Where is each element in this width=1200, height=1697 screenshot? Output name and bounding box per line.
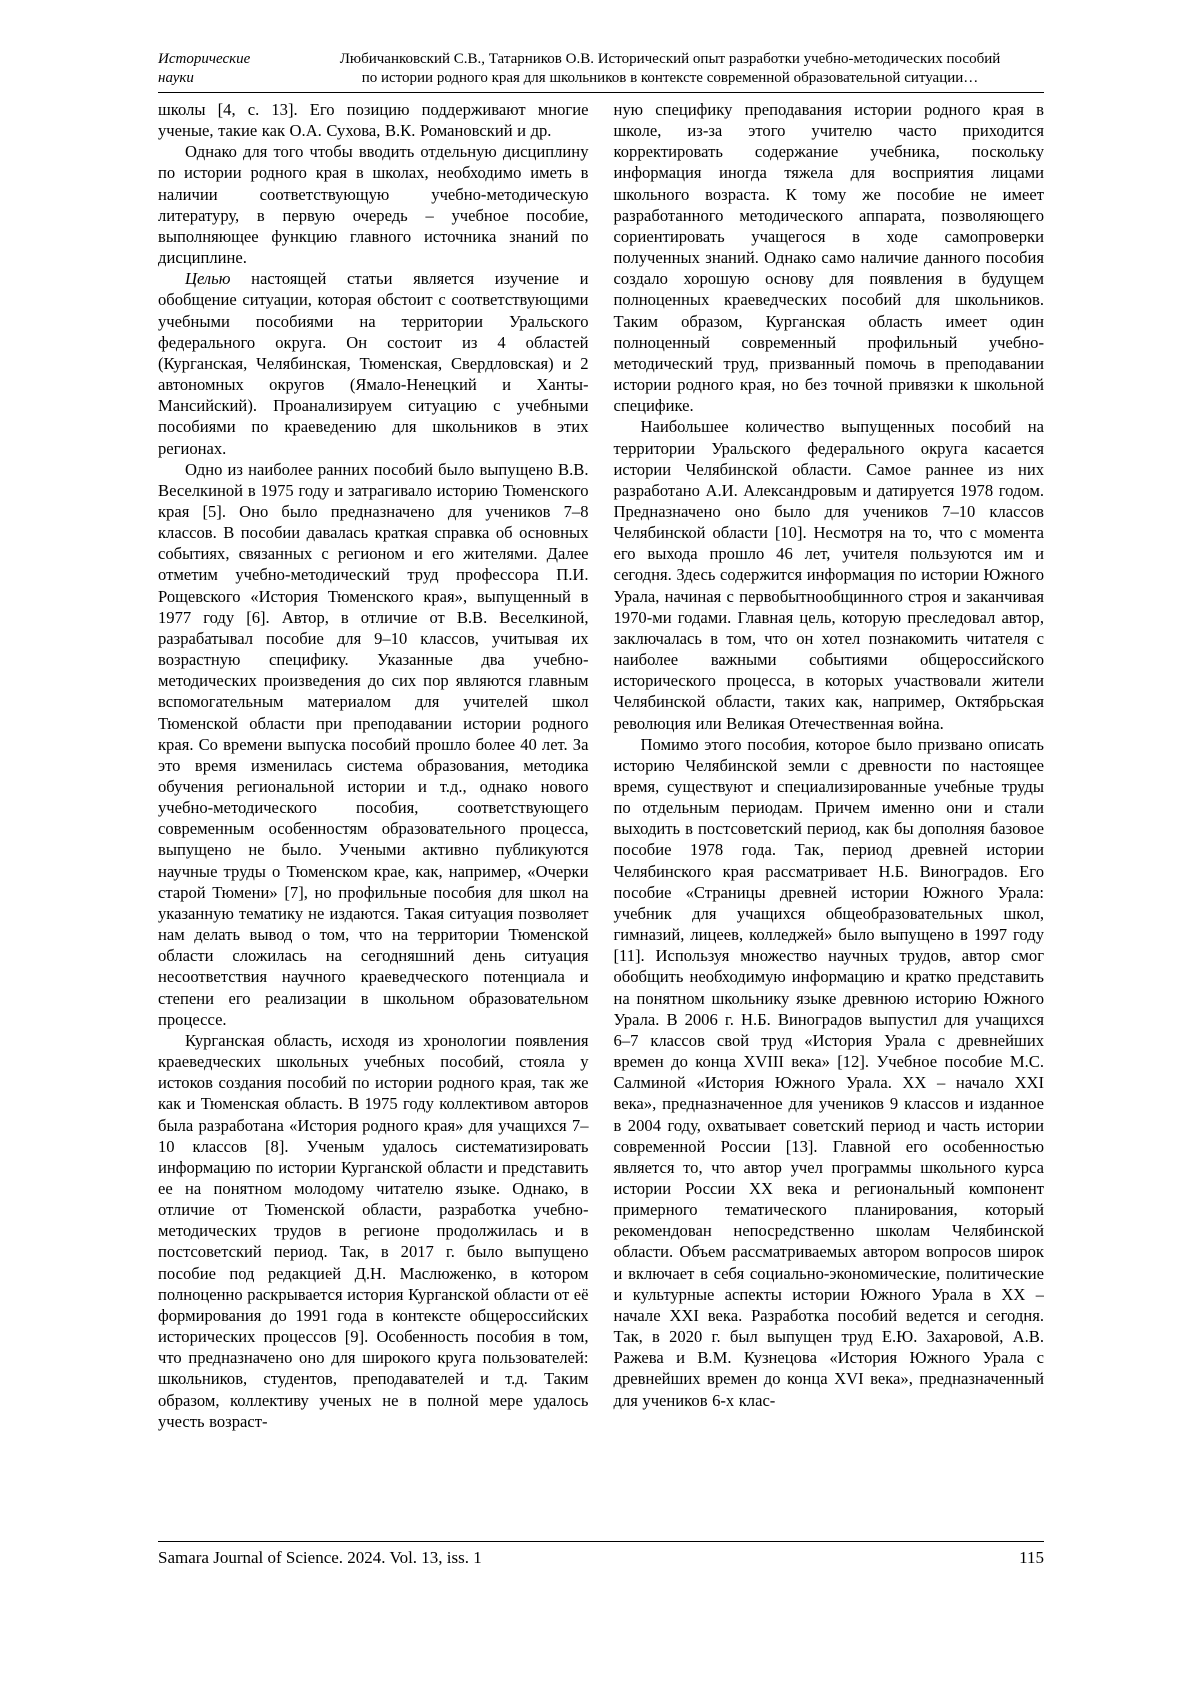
paragraph: Одно из наиболее ранних пособий было выпущено В.В. Веселкиной в 1975 году и затрагивало историю Тюменского края [5]. Оно было предназначено для учеников 7–8 классов. В пособии давалась краткая справка об основных событиях, связанных с регионом и его жителями. Далее отметим учебно-методический труд профессора П.И. Рощевского «История Тюменского края», выпущенный в 1977 году [6]. Автор, в отличие от В.В. Веселкиной, разрабатывал пособие для 9–10 классов, учитывая их возрастную специфику. Указанные два учебно-методических произведения до сих пор являются главным вспомогательным материалом для учителей школ Тюменской области при преподавании истории родного края. Со времени выпуска пособий прошло более 40 лет. За это время изменилась система образования, методика обучения региональной истории и т.д., однако нового учебно-методического пособия, соответствующего современным особенностям образовательного процесса, выпущено не было. Учеными активно публикуются научные труды о Тюменском крае, как, например, «Очерки старой Тюмени» [7], но профильные пособия для школ на указанную тематику не издаются. Такая ситуация позволяет нам делать вывод о том, что на территории Тюменской области сложилась на сегодняшний день ситуация несоответствия научного краеведческого потенциала и степени его реализации в школьном образовательном процессе. [158, 459, 589, 1029]
header-rule [158, 92, 1044, 93]
paragraph: Наибольшее количество выпущенных пособий на территории Уральского федерального округа касается истории Челябинской области. Самое раннее из них разработано А.И. Александровым и датируется 1978 годом. Предназначено оно было для учеников 7–10 классов Челябинской области [10]. Несмотря на то, что с момента его выхода прошло 46 лет, учителя пользуются им и сегодня. Здесь содержится информация по истории Южного Урала, начиная с первобытнообщинного строя и заканчивая 1970-ми годами. Главная цель, которую преследовал автор, заключалась в том, что он хотел познакомить читателя с наиболее важными событиями общероссийского исторического процесса, в которых участвовали жители Челябинской области, таких как, например, Октябрьская революция или Великая Отечественная война. [613, 417, 1044, 733]
running-head-citation [296, 50, 1044, 88]
journal-info: Samara Journal of Science. 2024. Vol. 13, iss. 1 [158, 1548, 482, 1567]
paragraph: школы [4, с. 13]. Его позицию поддерживают многие ученые, такие как О.А. Сухова, В.К. Романовский и др. [158, 100, 589, 141]
paragraph: Курганская область, исходя из хронологии появления краеведческих школьных учебных пособий, стояла у истоков создания пособий по истории родного края, так же как и Тюменская область. В 1975 году коллективом авторов была разработана «История родного края» для учащихся 7–10 классов [8]. Ученым удалось систематизировать информацию по истории Курганской области и представить ее на понятном молодому читателю языке. Однако, в отличие от Тюменской области, разработка учебно-методических трудов в регионе продолжилась и в постсоветский период. Так, в 2017 г. было выпущено пособие под редакцией Д.Н. Маслюженко, в котором полноценно раскрывается история Курганской области от её формирования до 1991 года в контексте общероссийских исторических процессов [9]. Особенность пособия в том, что предназначено оно для широкого круга пользователей: школьников, студентов, преподавателей и т.д. Таким образом, коллективу ученых не в полной мере удалось учесть возраст- [158, 1030, 589, 1431]
citation-line2: по истории родного края для школьников в контексте современной образовательной ситуации… [361, 70, 979, 86]
citation-line1: Любичанковский С.В., Татарников О.В. Исторический опыт разработки учебно-методических пособий [339, 51, 1001, 67]
paragraph: Целью настоящей статьи является изучение и обобщение ситуации, которая обстоит с соответствующими учебными пособиями на территории Уральского федерального округа. Он состоит из 4 областей (Курганская, Челябинская, Тюменская, Свердловская) и 2 автономных округов (Ямало-Ненецкий и Ханты-Мансийский). Проанализируем ситуацию с учебными пособиями по краеведению для школьников в этих регионах. [158, 269, 589, 458]
column-left [158, 99, 589, 1537]
paragraph: Помимо этого пособия, которое было призвано описать историю Челябинской земли с древности по настоящее время, существуют и специализированные учебные труды по отдельным периодам. Причем именно они и стали выходить в постсоветский период, как бы дополняя базовое пособие 1978 года. Так, период древней истории Челябинского края рассматривает Н.Б. Виноградов. Его пособие «Страницы древней истории Южного Урала: учебник для учащихся общеобразовательных школ, гимназий, лицеев, колледжей» было выпущено в 1997 году [11]. Используя множество научных трудов, автор смог обобщить необходимую информацию и кратко представить на понятном школьнику языке древнюю историю Южного Урала. В 2006 г. Н.Б. Виноградов выпустил для учащихся 6–7 классов свой труд «История Урала с древнейших времен до конца XVIII века» [12]. Учебное пособие М.С. Салминой «История Южного Урала. XX – начало XXI века», предназначенное для учеников 9 классов и изданное в 2004 году, охватывает советский период и часть истории современной России [13]. Главной его особенностью является то, что автор учел программы школьного курса истории России XX века и региональный компонент примерного тематического планирования, который рекомендован непосредственно школам Челябинской области. Объем рассматриваемых автором вопросов широк и включает в себя социально-экономические, политические и культурные аспекты истории Южного Урала в XX – начале XXI века. Разработка пособий ведется и сегодня. Так, в 2020 г. был выпущен труд Е.Ю. Захаровой, А.В. Ражева и В.М. Кузнецова «История Южного Урала с древнейших времен до конца XVI века», предназначенный для учеников 6-х клас- [613, 734, 1044, 1410]
paragraph: Однако для того чтобы вводить отдельную дисциплину по истории родного края в школах, необходимо иметь в наличии соответствующую учебно-методическую литературу, в первую очередь – учебное пособие, выполняющее функцию главного источника знаний по дисциплине. [158, 142, 589, 268]
section-label [158, 50, 286, 88]
text-columns [158, 99, 1044, 1537]
page-header [158, 50, 1044, 88]
column-right [614, 99, 1045, 1537]
paragraph-italic-lead: Целью [185, 269, 231, 289]
paragraph: ную специфику преподавания истории родного края в школе, из-за этого учителю часто приходится корректировать содержание учебника, поскольку информация иногда тяжела для восприятия лицами школьного возраста. К тому же пособие не имеет разработанного методического аппарата, позволяющего сориентировать учащегося в ходе самопроверки полученных знаний. Однако само наличие данного пособия создало хорошую основу для появления в будущем полноценных краеведческих пособий для школьников. Таким образом, Курганская область имеет один полноценный современный профильный учебно-методический труд, призванный помочь в преподавании истории родного края, но без точной привязки к школьной специфике. [613, 100, 1044, 416]
page-number: 115 [1019, 1548, 1044, 1567]
section-label-line1: Исторические [158, 51, 251, 67]
page-footer [158, 1541, 1044, 1568]
section-label-line2: науки [158, 70, 194, 86]
